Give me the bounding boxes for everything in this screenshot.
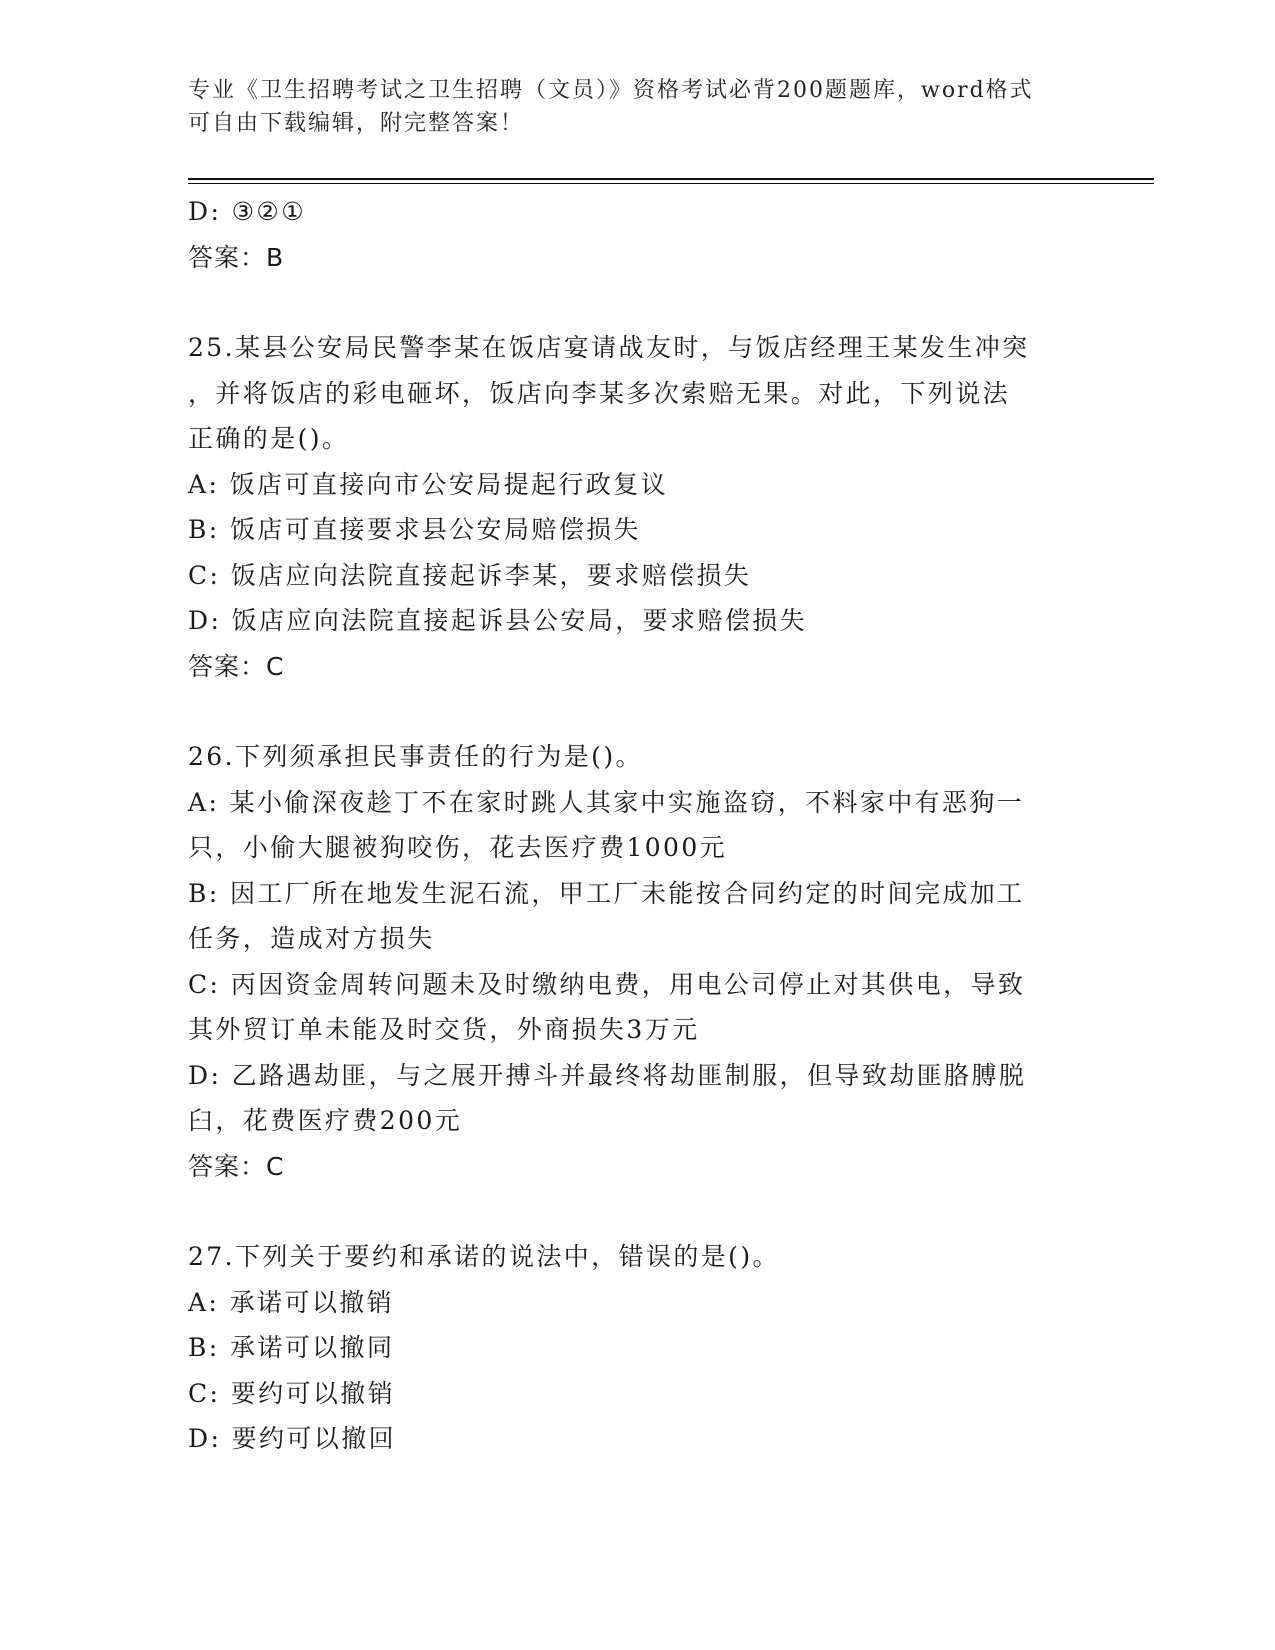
header-line-2: 可自由下载编辑，附完整答案！	[188, 111, 525, 136]
option-a: A: 承诺可以撤销	[188, 1287, 395, 1317]
option-b: B: 饭店可直接要求县公安局赔偿损失	[188, 515, 641, 544]
page-header	[188, 74, 1088, 140]
option-d-continued: 臼，花费医疗费200元	[188, 1106, 463, 1135]
option-c: C: 饭店应向法院直接起诉李某，要求赔偿损失	[188, 560, 752, 590]
question-stem: 25.某县公安局民警李某在饭店宴请战友时，与饭店经理王某发生冲突	[188, 333, 1030, 362]
option-d: D: 要约可以撤回	[188, 1424, 397, 1453]
question-stem: 正确的是()。	[188, 424, 350, 453]
header-divider-thick	[188, 178, 1154, 180]
answer-line: 答案：C	[188, 651, 285, 681]
header-divider-thin	[188, 183, 1154, 184]
option-c: C: 丙因资金周转问题未及时缴纳电费，用电公司停止对其供电，导致	[188, 969, 1026, 999]
question-stem: 26.下列须承担民事责任的行为是()。	[188, 742, 643, 771]
question-content	[188, 189, 1088, 1462]
question-stem: ，并将饭店的彩电砸坏，饭店向李某多次索赔无果。对此，下列说法	[188, 378, 1011, 408]
option-d: D: 饭店应向法院直接起诉县公安局，要求赔偿损失	[188, 606, 808, 635]
option-b: B: 承诺可以撤同	[188, 1333, 395, 1362]
previous-question	[188, 189, 1088, 280]
header-line-1: 专业《卫生招聘考试之卫生招聘（文员）》资格考试必背200题题库，word格式	[188, 78, 1034, 103]
option-c-continued: 其外贸订单未能及时交货，外商损失3万元	[188, 1015, 700, 1044]
question-26	[188, 734, 1088, 1189]
question-25	[188, 325, 1088, 689]
option-a-continued: 只，小偷大腿被狗咬伤，花去医疗费1000元	[188, 833, 728, 862]
option-b: B: 因工厂所在地发生泥石流，甲工厂未能按合同约定的时间完成加工	[188, 878, 1025, 908]
option-d: D: 乙路遇劫匪，与之展开搏斗并最终将劫匪制服，但导致劫匪胳膊脱	[188, 1060, 1027, 1090]
option-a: A: 饭店可直接向市公安局提起行政复议	[188, 469, 669, 499]
option-b-continued: 任务，造成对方损失	[188, 924, 435, 953]
answer-line: 答案：C	[188, 1151, 285, 1181]
option-c: C: 要约可以撤销	[188, 1378, 396, 1408]
answer-line: 答案：B	[188, 242, 285, 272]
question-stem: 27.下列关于要约和承诺的说法中，错误的是()。	[188, 1242, 780, 1271]
question-27	[188, 1234, 1088, 1462]
option-d: D: ③②①	[188, 197, 307, 226]
option-a: A: 某小偷深夜趁丁不在家时跳人其家中实施盗窃，不料家中有恶狗一	[188, 787, 1025, 817]
